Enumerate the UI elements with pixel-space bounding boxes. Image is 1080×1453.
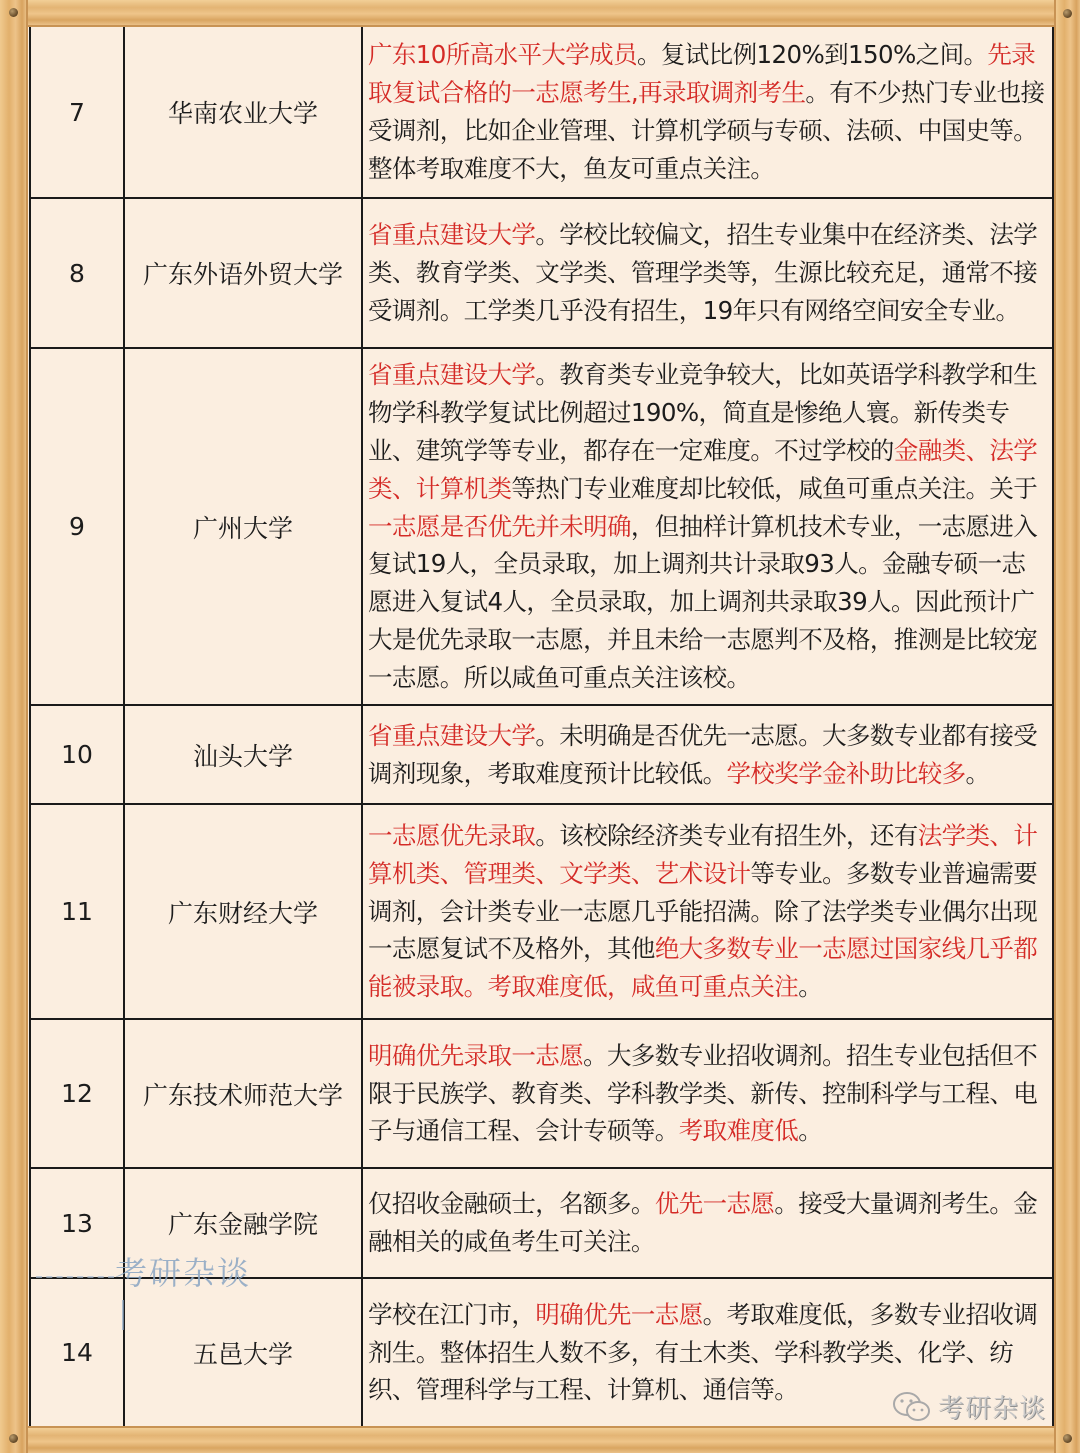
row-number: 14 <box>30 1278 124 1426</box>
highlight-text: 绝大多数专业一志愿过国家线几乎都能被录取。考取难度低，咸鱼可重点关注 <box>368 934 1038 1002</box>
table-row <box>30 1019 1053 1168</box>
highlight-text: 一志愿优先录取 <box>368 821 536 850</box>
brand-watermark <box>892 1388 1046 1425</box>
row-number: 11 <box>30 804 124 1019</box>
body-text: 。有不少热门专业也接受调剂，比如企业管理、计算机学硕与专硕、法硕、中国史等。整体考取难度不大，鱼友可重点关注。 <box>368 78 1045 183</box>
nail-icon-bottom-right <box>1063 1434 1072 1443</box>
university-name: 汕头大学 <box>124 705 362 804</box>
university-name: 华南农业大学 <box>124 27 362 198</box>
highlight-text: 一志愿是否优先并未明确 <box>368 511 631 541</box>
body-text: ，但抽样计算机技术专业，一志愿进入复试19人，全员录取，加上调剂共计录取93人。金融专硕一志愿进入复试4人，全员录取，加上调剂共录取39人。因此预计广大是优先录取一志愿，并且未给一志愿判不及格，推测是比较宠一志愿。所以咸鱼可重点关注该校。 <box>368 511 1038 692</box>
table-row <box>30 705 1053 804</box>
watermark-dash <box>36 1276 114 1278</box>
wood-frame-top <box>0 0 1080 27</box>
university-name: 广东外语外贸大学 <box>124 198 362 348</box>
row-number: 12 <box>30 1019 124 1168</box>
university-description <box>362 1019 1053 1168</box>
body-text: 。大多数专业招收调剂。招生专业包括但不限于民族学、教育类、学科教学类、新传、控制科学与工程、电子与通信工程、会计专硕等。 <box>368 1040 1038 1146</box>
highlight-text: 优先一志愿 <box>654 1189 775 1219</box>
university-table <box>29 27 1054 1426</box>
highlight-text: 省重点建设大学 <box>368 220 536 250</box>
watermark-tick <box>122 1300 124 1330</box>
university-name: 广州大学 <box>124 348 362 705</box>
university-name: 五邑大学 <box>124 1278 362 1426</box>
body-text: 学校在江门市， <box>368 1299 536 1329</box>
highlight-text: 学校奖学金补助比较多 <box>726 758 966 788</box>
wood-frame-left <box>0 0 28 1453</box>
university-description <box>362 198 1053 348</box>
row-number: 13 <box>30 1168 124 1278</box>
row-number: 10 <box>30 705 124 804</box>
wood-frame-right <box>1054 0 1080 1453</box>
highlight-text: 明确优先录取一志愿 <box>368 1040 584 1070</box>
row-number: 7 <box>30 27 124 198</box>
nail-icon-bottom-left <box>9 1434 18 1443</box>
highlight-text: 广东10所高水平大学成员 <box>368 40 637 70</box>
body-text: 。该校除经济类专业有招生外，还有 <box>535 821 918 850</box>
nail-icon-top-right <box>1063 9 1072 18</box>
row-number: 9 <box>30 348 124 705</box>
university-name: 广东技术师范大学 <box>124 1019 362 1168</box>
body-text: 。学校比较偏文，招生专业集中在经济类、法学类、教育学类、文学类、管理学类等，生源比较充足，通常不接受调剂。工学类几乎没有招生，19年只有网络空间安全专业。 <box>368 220 1038 325</box>
body-text: 。复试比例120%到150%之间。 <box>636 40 988 70</box>
highlight-text: 考取难度低 <box>678 1116 799 1146</box>
highlight-text: 先录取复试合格的一志愿考生,再录取调剂考生 <box>368 40 1036 108</box>
body-text: 。 <box>965 758 990 788</box>
university-description <box>362 27 1053 198</box>
brand-watermark-text: 考研杂谈 <box>938 1394 1047 1424</box>
body-text: 。 <box>798 1116 823 1146</box>
body-text: 等热门专业难度却比较低，咸鱼可重点关注。关于 <box>511 473 1038 503</box>
university-description <box>362 705 1053 804</box>
body-text: 。未明确是否优先一志愿。大多数专业都有接受调剂现象，考取难度预计比较低。 <box>368 720 1038 788</box>
university-description <box>362 804 1053 1019</box>
nail-icon-top-left <box>9 8 18 17</box>
highlight-text: 金融类、法学类、计算机类 <box>368 436 1038 503</box>
university-name: 广东金融学院 <box>124 1168 362 1278</box>
row-number: 8 <box>30 198 124 348</box>
body-text: 仅招收金融硕士，名额多。 <box>368 1189 655 1219</box>
wechat-icon <box>892 1390 932 1424</box>
highlight-text: 省重点建设大学 <box>368 720 536 750</box>
university-description <box>362 1168 1053 1278</box>
body-text: 等专业。多数专业普遍需要调剂，会计类专业一志愿几乎能招满。除了法学类专业偶尔出现一志愿复试不及格外，其他 <box>368 858 1038 964</box>
watermark-overlay-text: 考研杂谈 <box>115 1254 252 1292</box>
highlight-text: 法学类、计算机类、管理类、文学类、艺术设计 <box>368 821 1038 888</box>
highlight-text: 明确优先一志愿 <box>535 1299 703 1329</box>
body-text: 。接受大量调剂考生。金融相关的咸鱼考生可关注。 <box>368 1189 1038 1256</box>
body-text: 。教育类专业竞争较大，比如英语学科教学和生物学科教学复试比例超过190%，简直是惨绝人寰。新传类专业、建筑学等专业，都存在一定难度。不过学校的 <box>368 360 1038 465</box>
table-row <box>30 27 1053 198</box>
university-name: 广东财经大学 <box>124 804 362 1019</box>
body-text: 。考取难度低，多数专业招收调剂生。整体招生人数不多，有土木类、学科教学类、化学、纺织、管理科学与工程、计算机、通信等。 <box>368 1299 1038 1405</box>
table-row <box>30 804 1053 1019</box>
wood-frame-bottom <box>0 1426 1080 1453</box>
body-text: 。 <box>798 972 823 1002</box>
university-description <box>362 348 1053 705</box>
highlight-text: 省重点建设大学 <box>368 360 536 390</box>
table-row <box>30 198 1053 348</box>
table-row <box>30 348 1053 705</box>
